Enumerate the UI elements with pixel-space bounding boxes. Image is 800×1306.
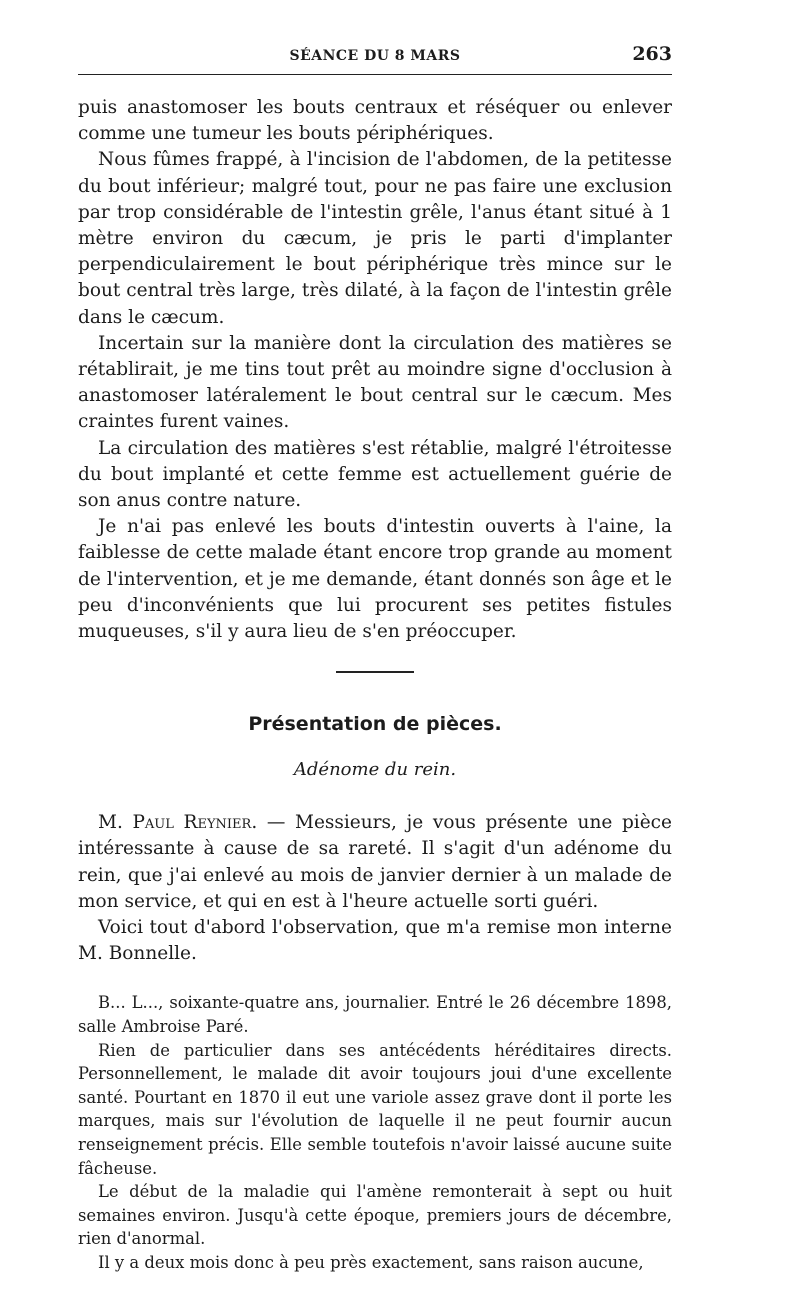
observation-paragraph: Le début de la maladie qui l'amène remonterait à sept ou huit semaines environ. Jusqu'à cette époque, premiers jours de décembre, rien d'anormal. xyxy=(78,1182,672,1249)
running-title: SÉANCE DU 8 MARS xyxy=(289,48,461,64)
page-header xyxy=(78,40,672,74)
paragraph: Incertain sur la manière dont la circulation des matières se rétablirait, je me tins tout prêt au moindre signe d'occlusion à anastomoser latéralement le bout central sur le cæcum. Mes craintes furent vaines. xyxy=(78,332,672,433)
book-page xyxy=(78,40,672,1275)
main-text xyxy=(78,95,672,645)
intro-paragraph: Voici tout d'abord l'observation, que m'a remise mon interne M. Bonnelle. xyxy=(78,917,672,965)
observation-paragraph: Rien de particulier dans ses antécédents héréditaires directs. Personnellement, le malade dit avoir toujours joui d'une excellente santé. Pourtant en 1870 il eut une variole assez grave dont il porte les marques, mais sur l'évolution de laquelle il ne peut fournir aucun renseignement précis. Elle semble toutefois n'avoir laissé aucune suite fâcheuse. xyxy=(78,1040,672,1178)
paragraph: La circulation des matières s'est rétablie, malgré l'étroitesse du bout implanté et cette femme est actuellement guérie de son anus contre nature. xyxy=(78,437,672,512)
intro-paragraph xyxy=(78,810,672,915)
presentation-text xyxy=(78,810,672,967)
section-subtitle: Adénome du rein. xyxy=(293,759,457,781)
header-rule xyxy=(78,74,672,75)
paragraph: puis anastomoser les bouts centraux et réséquer ou enlever comme une tumeur les bouts périphériques. xyxy=(78,97,672,145)
section-title: Présentation de pièces. xyxy=(248,713,502,736)
observation-paragraph: Il y a deux mois donc à peu près exactement, sans raison aucune, xyxy=(98,1253,644,1273)
section-separator xyxy=(336,671,414,673)
observation-text xyxy=(78,991,672,1274)
speaker-name: M. Paul Reynier. xyxy=(98,812,258,834)
paragraph: Je n'ai pas enlevé les bouts d'intestin ouverts à l'aine, la faiblesse de cette malade étant encore trop grande au moment de l'intervention, et je me demande, étant donnés son âge et le peu d'inconvénients que lui procurent ses petites fistules muqueuses, s'il y aura lieu de s'en préoccuper. xyxy=(78,516,672,643)
intro-text: — Messieurs, je vous présente une pièce intéressante à cause de sa rareté. Il s'agit d'un adénome du rein, que j'ai enlevé au mois de janvier dernier à un malade de mon service, et qui en est à l'heure actuelle sorti guéri. xyxy=(78,812,672,912)
page-number: 263 xyxy=(632,43,672,65)
paragraph: Nous fûmes frappé, à l'incision de l'abdomen, de la petitesse du bout inférieur; malgré tout, pour ne pas faire une exclusion par trop considérable de l'intestin grêle, l'anus étant situé à 1 mètre environ du cæcum, je pris le parti d'implanter perpendiculairement le bout périphérique très mince sur le bout central très large, très dilaté, à la façon de l'intestin grêle dans le cæcum. xyxy=(78,149,672,328)
observation-paragraph: B... L..., soixante-quatre ans, journalier. Entré le 26 décembre 1898, salle Ambroise Paré. xyxy=(78,993,672,1037)
